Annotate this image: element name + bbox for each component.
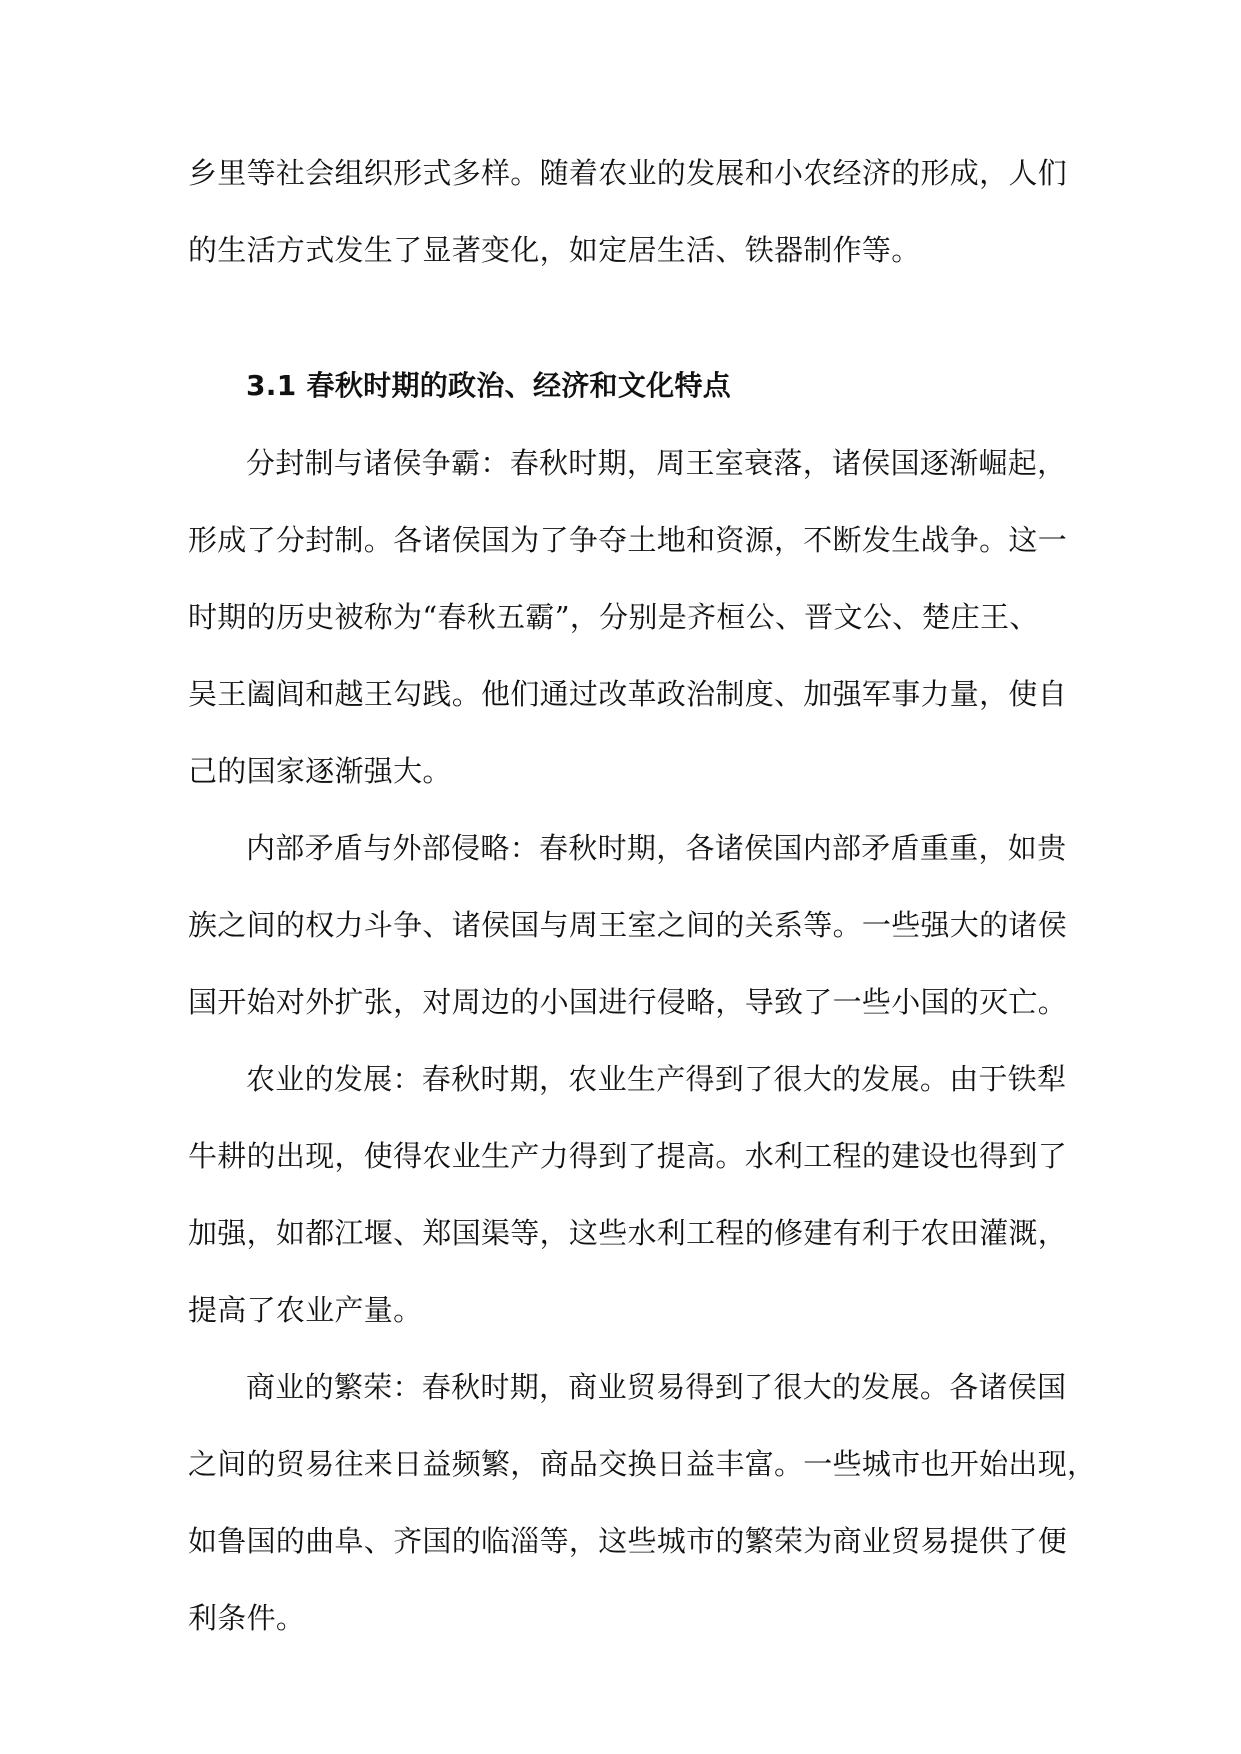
section-heading: 3.1 春秋时期的政治、经济和文化特点 bbox=[246, 369, 732, 402]
intro-paragraph bbox=[188, 140, 1068, 294]
text-line: 的生活方式发生了显著变化，如定居生活、铁器制作等。 bbox=[188, 233, 921, 267]
paragraph-agriculture bbox=[188, 1046, 1068, 1354]
text-line: 族之间的权力斗争、诸侯国与周王室之间的关系等。一些强大的诸侯 bbox=[188, 908, 1068, 942]
text-line: 形成了分封制。各诸侯国为了争夺土地和资源，不断发生战争。这一 bbox=[188, 523, 1068, 557]
text-line: 之间的贸易往来日益频繁，商品交换日益丰富。一些城市也开始出现， bbox=[188, 1447, 1097, 1481]
text-line: 吴王阖闾和越王勾践。他们通过改革政治制度、加强军事力量，使自 bbox=[188, 677, 1068, 711]
text-line: 农业的发展：春秋时期，农业生产得到了很大的发展。由于铁犁 bbox=[246, 1062, 1067, 1096]
text-line: 商业的繁荣：春秋时期，商业贸易得到了很大的发展。各诸侯国 bbox=[246, 1370, 1067, 1404]
paragraph-feudal-system bbox=[188, 430, 1068, 815]
paragraph-commerce bbox=[188, 1354, 1097, 1662]
text-line: 利条件。 bbox=[188, 1601, 306, 1635]
spacer bbox=[188, 294, 1058, 353]
text-line: 分封制与诸侯争霸：春秋时期，周王室衰落，诸侯国逐渐崛起， bbox=[246, 446, 1067, 480]
text-line: 内部矛盾与外部侵略：春秋时期，各诸侯国内部矛盾重重，如贵 bbox=[246, 831, 1067, 865]
text-line: 己的国家逐渐强大。 bbox=[188, 754, 452, 788]
paragraph-internal-conflict bbox=[188, 815, 1068, 1046]
text-line: 乡里等社会组织形式多样。随着农业的发展和小农经济的形成，人们 bbox=[188, 156, 1068, 190]
document-body bbox=[188, 140, 1097, 1662]
text-line: 加强，如都江堰、郑国渠等，这些水利工程的修建有利于农田灌溉， bbox=[188, 1216, 1068, 1250]
text-line: 提高了农业产量。 bbox=[188, 1293, 423, 1327]
text-line: 如鲁国的曲阜、齐国的临淄等，这些城市的繁荣为商业贸易提供了便 bbox=[188, 1524, 1068, 1558]
text-line: 牛耕的出现，使得农业生产力得到了提高。水利工程的建设也得到了 bbox=[188, 1139, 1068, 1173]
text-line: 时期的历史被称为“春秋五霸”，分别是齐桓公、晋文公、楚庄王、 bbox=[188, 600, 1039, 634]
text-line: 国开始对外扩张，对周边的小国进行侵略，导致了一些小国的灭亡。 bbox=[188, 985, 1068, 1019]
